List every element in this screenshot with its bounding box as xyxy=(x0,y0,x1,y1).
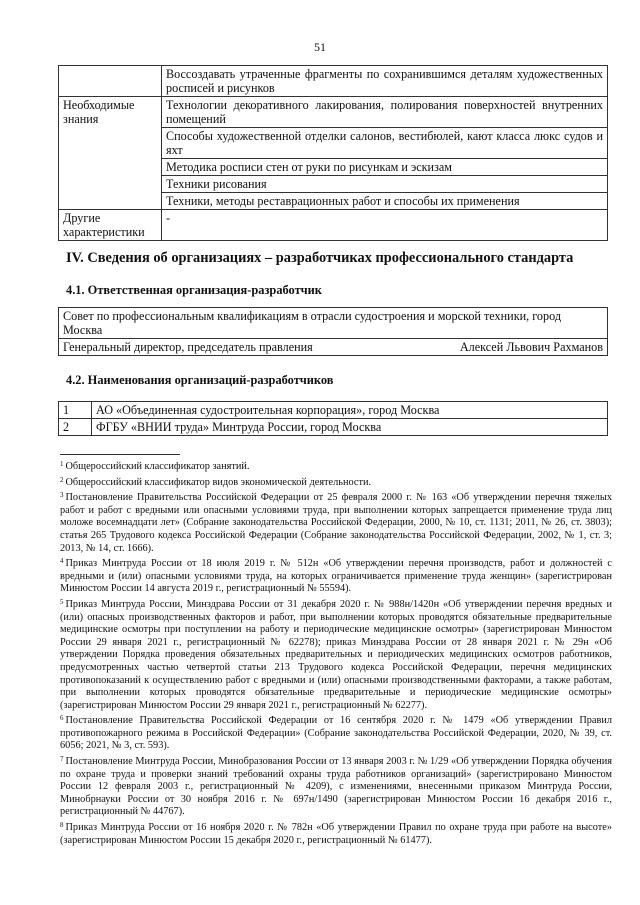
row-number: 1 xyxy=(59,402,92,419)
footnote xyxy=(60,753,612,819)
person-name: Алексей Львович Рахманов xyxy=(459,340,603,354)
footnote xyxy=(60,596,612,712)
table-cell: Воссоздавать утраченные фрагменты по сохранившимся деталям художественных росписей и рисунков xyxy=(162,66,608,97)
footnote xyxy=(60,458,612,474)
footnote-number: 6 xyxy=(60,714,64,723)
page-number: 51 xyxy=(314,40,326,54)
row-label: Необходимые знания xyxy=(59,97,162,210)
footnote-number: 5 xyxy=(60,597,64,606)
organization-name: АО «Объединенная судостроительная корпорация», город Москва xyxy=(92,402,608,419)
table-row xyxy=(59,339,608,356)
footnote-text: Постановление Правительства Российской Федерации от 25 февраля 2000 г. № 163 «Об утверждении перечня тяжелых работ и работ с вредными или опасными условиями труда, при выполнении которых запрещается применение труда лиц моложе восемнадцати лет» (Собрание законодательства Российской Федерации, 2000, № 10, ст. 1131; 2011, № 26, ст. 3803); статья 265 Трудового кодекса Российской Федерации (Собрание законодательства Российской Федерации, 2002, № 1, ст. 3; 2013, № 14, ст. 1666). xyxy=(60,492,612,554)
table-cell: Технологии декоративного лакирования, полирования поверхностей внутренних помещений xyxy=(162,97,608,128)
section-title: IV. Сведения об организациях – разработчиках профессионального стандарта xyxy=(66,250,574,266)
footnote-number: 3 xyxy=(60,491,64,500)
footnote-text: Постановление Минтруда России, Минобразования России от 13 января 2003 г. № 1/29 «Об утверждении Порядка обучения по охране труда и проверки знаний требований охраны труда работников организаций» (зарегистрировано Минюстом России 12 февраля 2003 г., регистрационный № 4209), с изменениями, внесенными приказом Минтруда России, Минобрнауки России от 30 ноября 2016 г. № 697н/1490 (зарегистрирован Минюстом России 16 декабря 2016 г., регистрационный № 44767). xyxy=(60,756,612,818)
table-cell: - xyxy=(162,210,608,241)
footnote-text: Общероссийский классификатор видов экономической деятельности. xyxy=(65,476,372,488)
organization-name: ФГБУ «ВНИИ труда» Минтруда России, город Москва xyxy=(92,419,608,436)
footnote-number: 1 xyxy=(60,460,64,468)
footnotes xyxy=(60,458,612,847)
footnote xyxy=(60,712,612,753)
footnote-text: Приказ Минтруда России, Минздрава России от 31 декабря 2020 г. № 988н/1420н «Об утверждении перечня вредных и (или) опасных производственных факторов и работ, при выполнении которых проводятся обязательные предварительные медицинские осмотры при поступлении на работу и периодические медицинские осмотры» (зарегистрирован Минюстом России 29 января 2021 г., регистрационный № 62278); приказ Минздрава России от 28 января 2021 г. № 29н «Об утверждении Порядка проведения обязательных предварительных и периодических медицинских осмотров работников, предусмотренных частью четвертой статьи 213 Трудового кодекса Российской Федерации, перечня медицинских противопоказаний к осуществлению работ с вредными и (или) опасными производственными факторами, а также работам, при выполнении которых проводятся обязательные предварительные и периодические медицинские осмотры» (зарегистрирован Минюстом России 29 января 2021 г., регистрационный № 62277). xyxy=(60,598,612,711)
position-title: Генеральный директор, председатель правления xyxy=(63,340,313,354)
table-row xyxy=(59,97,608,128)
footnote-number: 7 xyxy=(60,755,64,764)
table-row xyxy=(59,419,608,436)
footnote-number: 2 xyxy=(60,475,64,484)
footnote-number: 8 xyxy=(60,821,64,830)
table-cell: Техники, методы реставрационных работ и способы их применения xyxy=(162,193,608,210)
table-cell: Способы художественной отделки салонов, вестибюлей, кают класса люкс судов и яхт xyxy=(162,128,608,159)
footnote-separator xyxy=(60,454,180,455)
footnote-text: Постановление Правительства Российской Федерации от 16 сентября 2020 г. № 1479 «Об утверждении Правил противопожарного режима в Российской Федерации» (Собрание законодательства Российской Федерации, 2020, № 39, ст. 6056; 2021, № 3, ст. 593). xyxy=(60,715,612,752)
row-label: Другие характеристики xyxy=(59,210,162,241)
footnote-number: 4 xyxy=(60,557,64,566)
table-cell: Методика росписи стен от руки по рисункам и эскизам xyxy=(162,159,608,176)
table-cell: Техники рисования xyxy=(162,176,608,193)
skills-table xyxy=(58,65,608,241)
footnote xyxy=(60,474,612,490)
developer-organizations-table xyxy=(58,401,608,436)
responsible-organization-table xyxy=(58,307,608,356)
row-number: 2 xyxy=(59,419,92,436)
table-row xyxy=(59,66,608,97)
subsection-title-4-1: 4.1. Ответственная организация-разработчик xyxy=(66,283,322,297)
footnote xyxy=(60,489,612,555)
table-row xyxy=(59,402,608,419)
table-row xyxy=(59,308,608,339)
footnote-text: Приказ Минтруда России от 16 ноября 2020 г. № 782н «Об утверждении Правил по охране труда при работе на высоте» (зарегистрирован Минюстом России 15 декабря 2020 г., регистрационный № 61477). xyxy=(60,822,612,846)
footnote xyxy=(60,819,612,847)
footnote xyxy=(60,555,612,596)
footnote-text: Общероссийский классификатор занятий. xyxy=(65,461,250,472)
footnote-text: Приказ Минтруда России от 18 июля 2019 г. № 512н «Об утверждении перечня производств, работ и должностей с вредными и (или) опасными условиями труда, на которых ограничивается применение труда женщин» (зарегистрирован Минюстом России 14 августа 2019 г., регистрационный № 55594). xyxy=(60,558,612,595)
subsection-title-4-2: 4.2. Наименования организаций-разработчиков xyxy=(66,373,334,387)
organization-name: Совет по профессиональным квалификациям в отрасли судостроения и морской техники, город Москва xyxy=(59,308,608,339)
row-label xyxy=(59,66,162,97)
table-row xyxy=(59,210,608,241)
